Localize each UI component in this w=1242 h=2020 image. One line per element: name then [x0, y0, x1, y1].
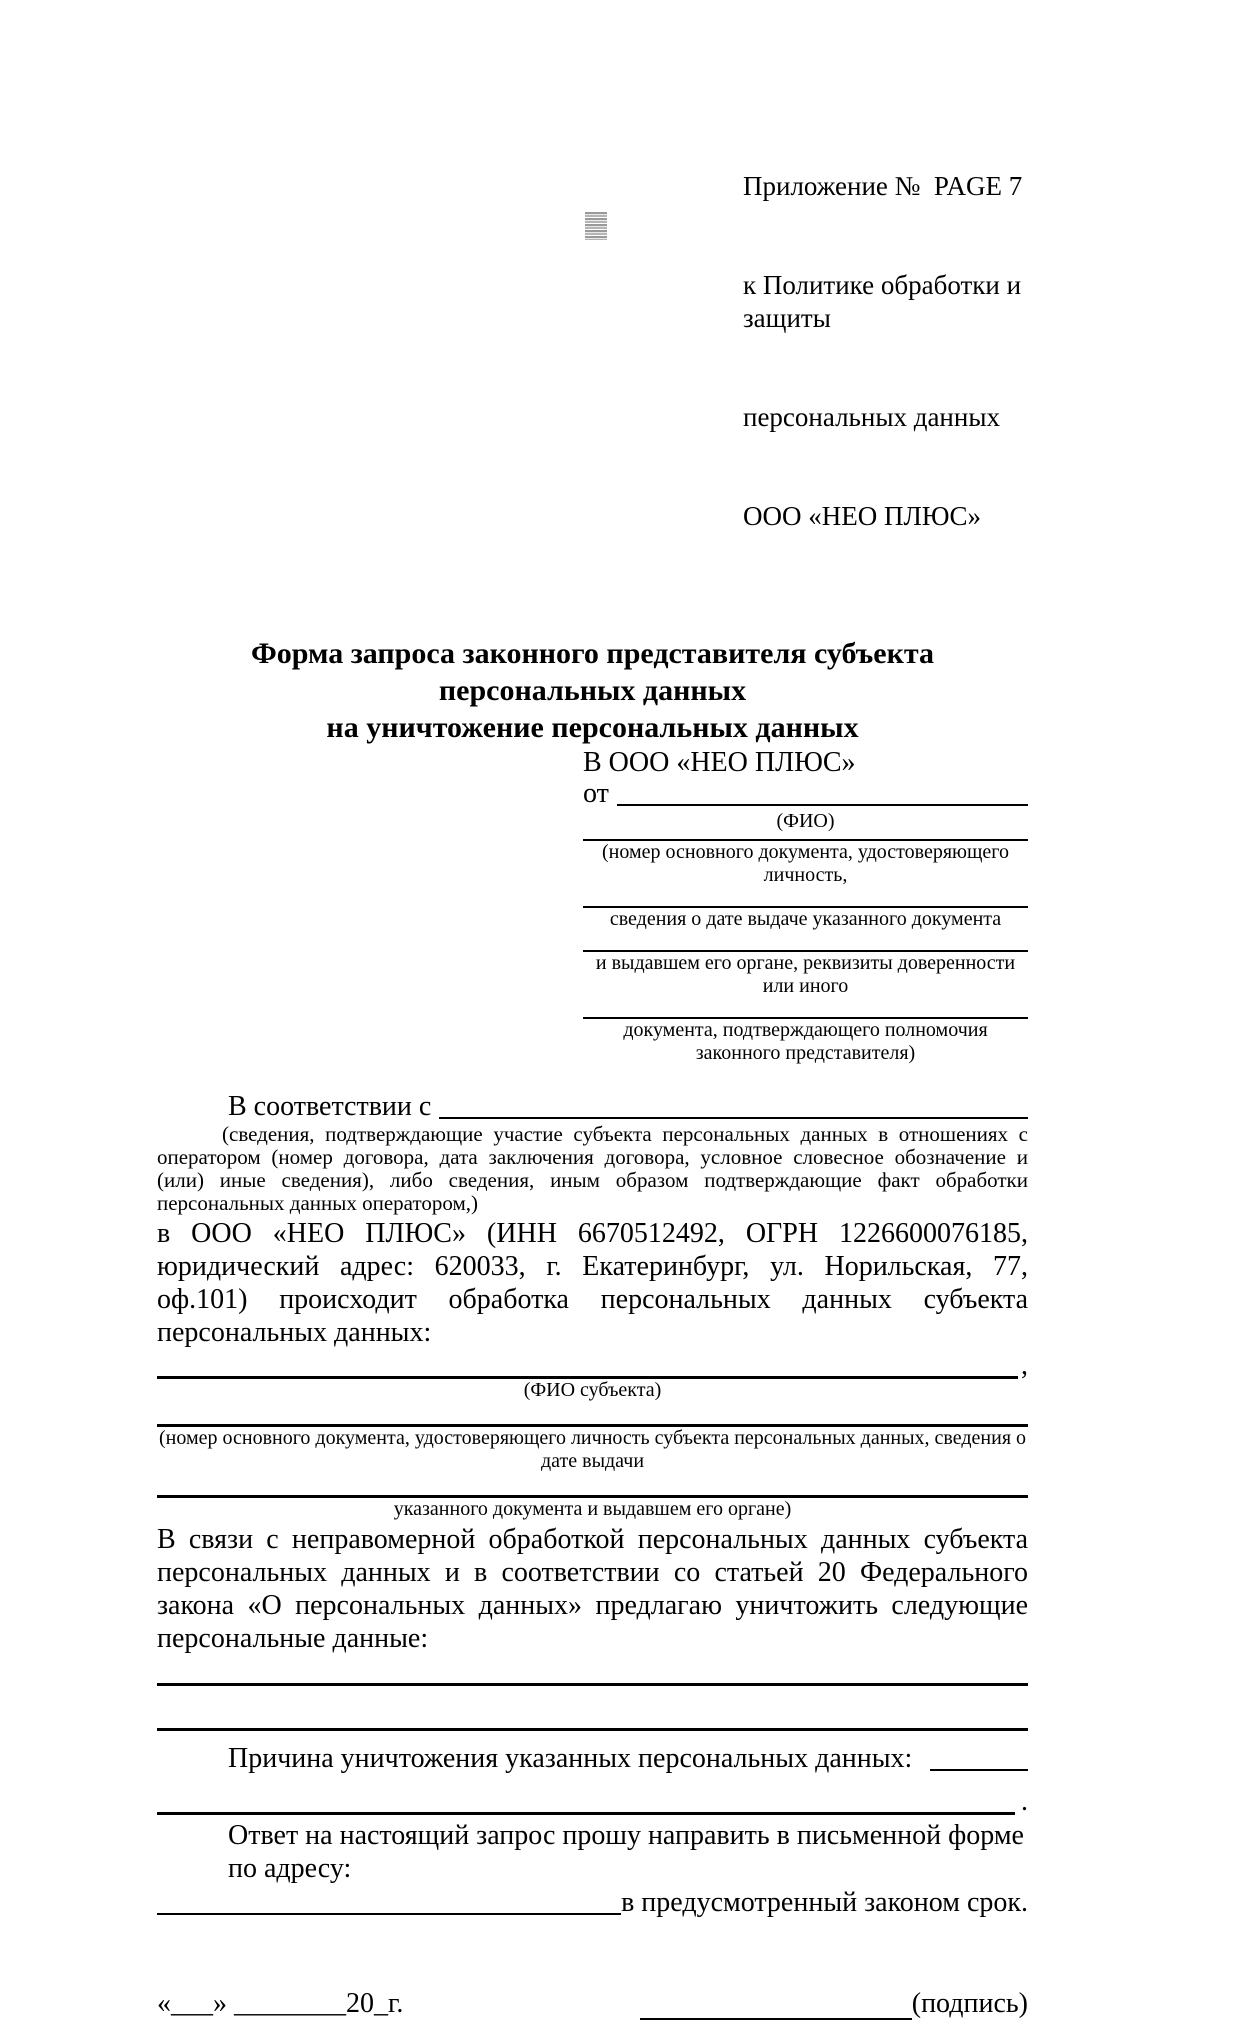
- doc-caption-1: (номер основного документа, удостоверяющего личность,: [602, 841, 1009, 886]
- personal-data-line: персональных данных: [743, 402, 1000, 432]
- fio-caption: (ФИО): [776, 810, 835, 832]
- blank-field-answer-address[interactable]: [157, 1912, 621, 1915]
- doc-caption-4: документа, подтверждающего полномочия законного представителя): [623, 1019, 988, 1064]
- form-title-line-1: Форма запроса законного представителя субъекта персональных данных: [251, 637, 934, 707]
- doc-caption-2: сведения о дате выдаче указанного документа: [609, 908, 1002, 930]
- doc-caption-3: и выдавшем его органе, реквизиты доверенности или иного: [595, 952, 1016, 997]
- appendix-number-line: Приложение № PAGE 7: [743, 171, 1023, 201]
- demand-paragraph: В связи с неправомерной обработкой персональных данных субъекта персональных данных и в соответствии со статьей 20 Федерального закона «О персональных данных» предлагаю уничтожить следующие персональные данные:: [157, 1524, 1028, 1654]
- organization-name-line: ООО «НЕО ПЛЮС»: [743, 501, 982, 531]
- blank-field-data-to-destroy-2[interactable]: [157, 1686, 1028, 1731]
- subject-fio-caption: (ФИО субъекта): [523, 1379, 662, 1401]
- subject-trailing-comma: ,: [1021, 1350, 1028, 1381]
- blank-field-representative-fio[interactable]: [617, 803, 1028, 806]
- blank-field-representative-authority-doc[interactable]: [583, 998, 1028, 1019]
- accordance-fine-print: (сведения, подтверждающие участие субъекта персональных данных в отношениях с оператором (номер договора, дата заключения договора, условное словесное обозначение и (или) иные сведения), либо сведения, иным образом подтверждающие факт обработки персональных данных оператором,): [157, 1122, 1028, 1215]
- blank-field-data-to-destroy-1[interactable]: [157, 1655, 1028, 1686]
- date-blank[interactable]: «___» ________20_г.: [157, 1988, 404, 2019]
- policy-reference-line: к Политике обработки и защиты: [743, 270, 1028, 333]
- document-page: [0, 104, 1242, 2019]
- subject-doc-caption-1: (номер основного документа, удостоверяющего личность субъекта персональных данных, сведения о дате выдачи: [158, 1427, 1027, 1472]
- blank-field-accordance-basis[interactable]: [439, 1116, 1028, 1119]
- operator-paragraph: в ООО «НЕО ПЛЮС» (ИНН 6670512492, ОГРН 1226600076185, юридический адрес: 620033, г. Екатеринбург, ул. Норильская, 77, оф.101) происходит обработка персональных данных субъекта персональных данных:: [157, 1218, 1028, 1348]
- signature-caption: (подпись): [911, 1988, 1028, 2019]
- blank-field-representative-doc-date[interactable]: [583, 887, 1028, 908]
- blank-field-subject-fio[interactable]: [157, 1349, 1018, 1379]
- field-code-artifact-icon: [585, 212, 607, 240]
- subject-doc-caption-2: указанного документа и выдавшем его органе): [393, 1498, 792, 1520]
- blank-field-subject-doc[interactable]: [157, 1402, 1028, 1427]
- reason-trailing-period: .: [1021, 1786, 1028, 1817]
- accordance-label: В соответствии с: [228, 1091, 432, 1122]
- form-title: [157, 635, 1028, 746]
- from-label: от: [583, 778, 609, 809]
- appendix-header: [743, 104, 1028, 599]
- blank-field-reason[interactable]: [930, 1768, 1028, 1771]
- answer-term-text: в предусмотренный законом срок.: [621, 1887, 1028, 1918]
- form-title-line-2: на уничтожение персональных данных: [326, 711, 859, 744]
- blank-field-representative-doc-issuer[interactable]: [583, 931, 1028, 952]
- answer-request-line: Ответ на настоящий запрос прошу направить в письменной форме по адресу:: [228, 1820, 1024, 1884]
- recipient-organization: В ООО «НЕО ПЛЮС»: [583, 747, 856, 778]
- blank-field-reason-continued[interactable]: [157, 1775, 1015, 1815]
- blank-field-subject-doc-issuer[interactable]: [157, 1473, 1028, 1498]
- blank-field-signature[interactable]: [640, 1983, 912, 2020]
- reason-label: Причина уничтожения указанных персональных данных:: [228, 1743, 913, 1774]
- blank-field-representative-doc-number[interactable]: [583, 833, 1028, 841]
